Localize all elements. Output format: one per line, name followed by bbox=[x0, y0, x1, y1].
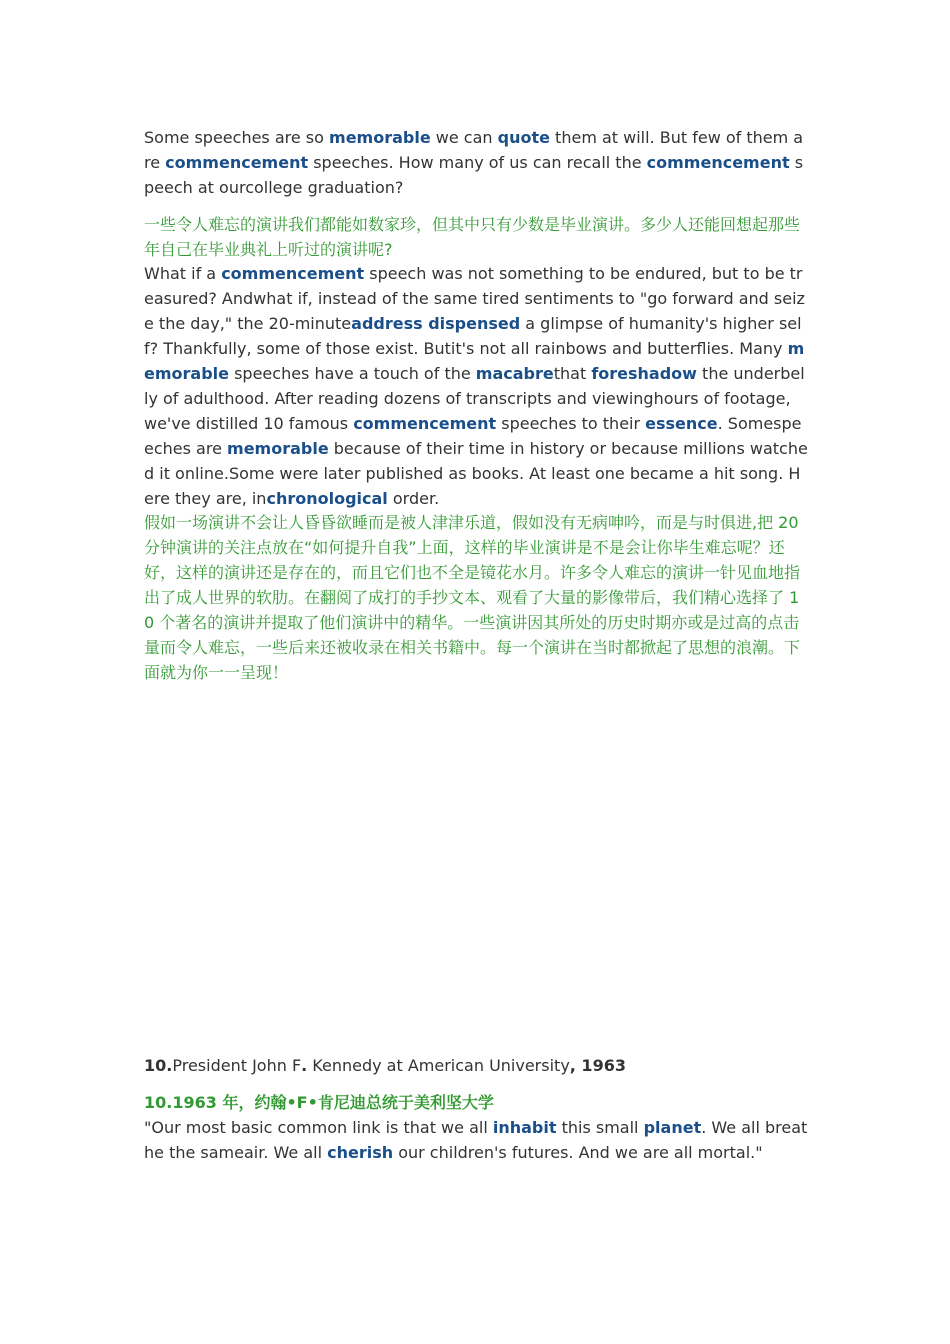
bold-text: . bbox=[301, 1056, 308, 1075]
text-run: because of their time in history or because millions watched it online.Some were later published as books. At least one became a hit song. Here they are, in bbox=[144, 439, 808, 508]
vocabulary-keyword: cherish bbox=[327, 1143, 394, 1162]
bold-text: 10. bbox=[144, 1056, 173, 1075]
text-run: this small bbox=[556, 1118, 644, 1137]
text-run: we can bbox=[430, 128, 498, 147]
text-run: President John F bbox=[172, 1056, 302, 1075]
text-run: speech at ourcollege graduation? bbox=[144, 153, 804, 197]
main-paragraph-english bbox=[144, 261, 808, 511]
text-run: . We all breathe the sameair. We all bbox=[144, 1118, 808, 1162]
section-heading-chinese: 10.1963 年，约翰•F•肯尼迪总统于美利坚大学 bbox=[144, 1093, 494, 1112]
text-run: a glimpse of humanity's higher self? Thankfully, some of those exist. Butit's not all rainbows and butterflies. Many bbox=[144, 314, 802, 358]
vocabulary-keyword: memorable bbox=[227, 439, 329, 458]
text-run: our children's futures. And we are all mortal." bbox=[393, 1143, 763, 1162]
text-run: Kennedy at American University bbox=[307, 1056, 570, 1075]
vocabulary-keyword: commencement bbox=[165, 153, 309, 172]
text-run: What if a bbox=[144, 264, 222, 283]
vocabulary-keyword: commencement bbox=[221, 264, 365, 283]
bold-text: , 1963 bbox=[569, 1056, 626, 1075]
vocabulary-keyword: memorable bbox=[144, 339, 805, 383]
vocabulary-keyword: commencement bbox=[353, 414, 497, 433]
text-run: them at will. But few of them are bbox=[144, 128, 804, 172]
text-run: . Somespeeches are bbox=[144, 414, 802, 458]
text-run: speeches have a touch of the bbox=[229, 364, 476, 383]
vocabulary-keyword: macabre bbox=[475, 364, 554, 383]
vocabulary-keyword: essence bbox=[645, 414, 718, 433]
text-run: speeches to their bbox=[496, 414, 646, 433]
vocabulary-keyword: commencement bbox=[646, 153, 790, 172]
vocabulary-keyword: inhabit bbox=[492, 1118, 557, 1137]
vocabulary-keyword: planet bbox=[643, 1118, 702, 1137]
vocabulary-keyword: memorable bbox=[329, 128, 431, 147]
text-run: speech was not something to be endured, but to be treasured? Andwhat if, instead of the same tired sentiments to "go forward and seize the day," the 20-minute bbox=[144, 264, 805, 333]
text-run: "Our most basic common link is that we all bbox=[144, 1118, 493, 1137]
text-run: order. bbox=[387, 489, 440, 508]
main-paragraph-chinese: 假如一场演讲不会让人昏昏欲睡而是被人津津乐道，假如没有无病呻吟，而是与时俱进,把 20 分钟演讲的关注点放在“如何提升自我”上面，这样的毕业演讲是不是会让你毕生难忘呢？还好，这样的演讲还是存在的，而且它们也不全是镜花水月。许多令人难忘的演讲一针见血地指出了成人世界的软肋。在翻阅了成打的手抄文本、观看了大量的影像带后，我们精心选择了 10 个著名的演讲并提取了他们演讲中的精华。一些演讲因其所处的历史时期亦或是过高的点击量而令人难忘，一些后来还被收录在相关书籍中。每一个演讲在当时都掀起了思想的浪潮。下面就为你一一呈现！ bbox=[144, 513, 801, 682]
intro-paragraph-english bbox=[144, 125, 808, 200]
vocabulary-keyword: quote bbox=[497, 128, 550, 147]
text-run: that bbox=[553, 364, 592, 383]
text-run: Some speeches are so bbox=[144, 128, 330, 147]
text-run: the underbelly of adulthood. After reading dozens of transcripts and viewinghours of footage, we've distilled 10 famous bbox=[144, 364, 805, 433]
vocabulary-keyword: chronological bbox=[266, 489, 388, 508]
vocabulary-keyword: foreshadow bbox=[591, 364, 697, 383]
section-heading-english bbox=[144, 1053, 808, 1078]
intro-paragraph-chinese: 一些令人难忘的演讲我们都能如数家珍，但其中只有少数是毕业演讲。多少人还能回想起那些年自己在毕业典礼上听过的演讲呢? bbox=[144, 215, 801, 259]
quote-paragraph-english bbox=[144, 1115, 808, 1165]
vocabulary-keyword: address dispensed bbox=[351, 314, 521, 333]
text-run: speeches. How many of us can recall the bbox=[308, 153, 647, 172]
